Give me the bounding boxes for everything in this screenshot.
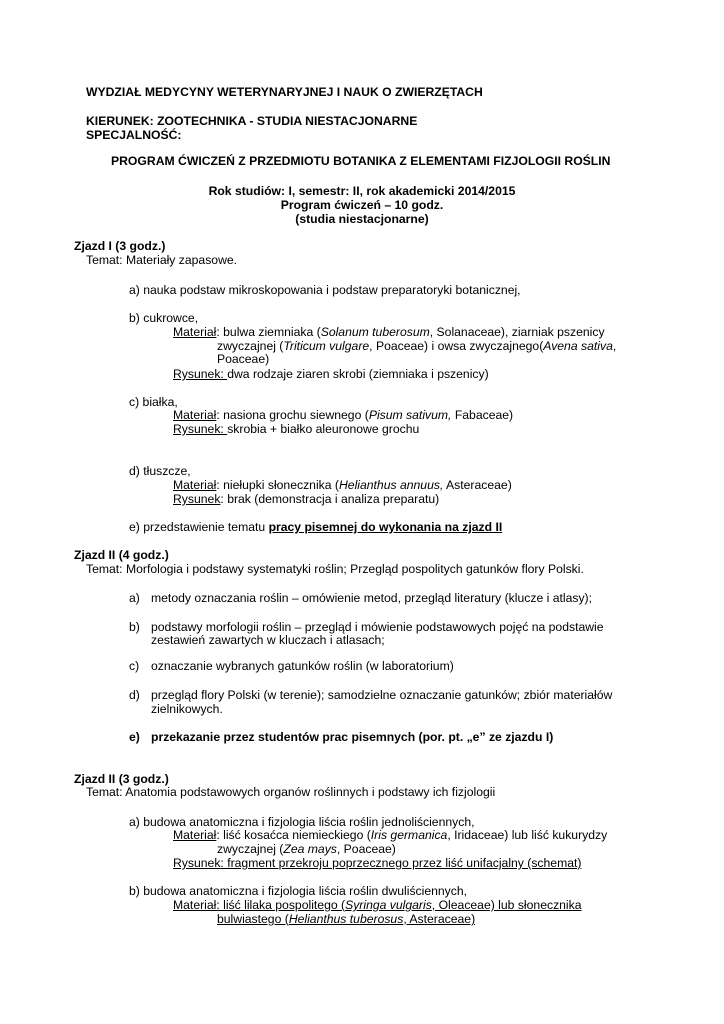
drawing-label: Rysunek bbox=[173, 492, 221, 506]
species-name: Syringa vulgaris bbox=[345, 898, 432, 912]
species-name: Helianthus annuus, bbox=[338, 478, 444, 492]
zjazd3-b-material-cont bbox=[217, 912, 475, 927]
text: : brak (demonstracja i analiza preparatu) bbox=[220, 492, 440, 506]
text: , bbox=[612, 339, 617, 353]
material-label: Materiał bbox=[173, 325, 217, 339]
text: Fabaceae) bbox=[451, 408, 514, 422]
zjazd3-heading: Zjazd II (3 godz.) bbox=[74, 772, 169, 786]
mode-line: (studia niestacjonarne) bbox=[295, 212, 429, 226]
faculty-heading: WYDZIAŁ MEDYCYNY WETERYNARYJNEJ I NAUK O ZWIERZĘTACH bbox=[86, 85, 483, 99]
zjazd1-item-a: a) nauka podstaw mikroskopowania i podstaw preparatoryki botanicznej, bbox=[129, 283, 521, 297]
text: : nasiona grochu siewnego ( bbox=[216, 408, 369, 422]
text: , Oleaceae) lub słonecznika bbox=[431, 898, 582, 912]
material-label: Materiał bbox=[173, 408, 217, 422]
material-label: Materiał bbox=[173, 898, 217, 912]
zjazd1-item-c: c) białka, bbox=[129, 395, 178, 409]
zjazd3-item-a: a) budowa anatomiczna i fizjologia liścia roślin jednoliściennych, bbox=[129, 815, 475, 829]
zjazd1-heading: Zjazd I (3 godz.) bbox=[74, 239, 166, 253]
zjazd3-a-drawing: Rysunek: fragment przekroju poprzecznego przez liść unifacjalny (schemat) bbox=[173, 856, 582, 870]
zjazd1-b-drawing bbox=[173, 367, 489, 382]
species-name: Solanum tuberosum bbox=[320, 325, 430, 339]
text: , Poaceae) i owsa zwyczajnego( bbox=[369, 339, 544, 353]
direction-heading: KIERUNEK: ZOOTECHNIKA - STUDIA NIESTACJONARNE bbox=[86, 114, 418, 128]
text: , Iridaceae) lub liść kukurydzy bbox=[447, 828, 608, 842]
zjazd1-c-material bbox=[173, 408, 513, 423]
zjazd1-c-drawing bbox=[173, 422, 419, 437]
zjazd3-item-b: b) budowa anatomiczna i fizjologia liścia roślin dwuliściennych, bbox=[129, 884, 468, 898]
text: e) przedstawienie tematu bbox=[129, 520, 269, 534]
zjazd1-b-material-cont bbox=[217, 339, 616, 354]
species-name: Triticum vulgare bbox=[283, 339, 370, 353]
zjazd2-d-text-cont: zielnikowych. bbox=[151, 702, 223, 716]
zjazd2-c-letter: c) bbox=[129, 659, 140, 673]
zjazd2-d-letter: d) bbox=[129, 688, 140, 702]
text: zwyczajnej ( bbox=[217, 339, 284, 353]
text: : bulwa ziemniaka ( bbox=[216, 325, 321, 339]
species-name: Zea mays bbox=[283, 842, 337, 856]
zjazd2-b-letter: b) bbox=[129, 620, 140, 634]
program-title: PROGRAM ĆWICZEŃ Z PRZEDMIOTU BOTANIKA Z ELEMENTAMI FIZJOLOGII ROŚLIN bbox=[111, 154, 611, 168]
text: : liść kosaćca niemieckiego ( bbox=[216, 828, 371, 842]
text: skrobia + białko aleuronowe grochu bbox=[227, 422, 420, 436]
zjazd2-b-text-cont: zestawień zawartych w kluczach i atlasach; bbox=[151, 633, 385, 647]
text: : niełupki słonecznika ( bbox=[216, 478, 339, 492]
zjazd1-item-d: d) tłuszcze, bbox=[129, 464, 191, 478]
zjazd1-topic: Temat: Materiały zapasowe. bbox=[86, 253, 238, 267]
zjazd2-d-text: przegląd flory Polski (w terenie); samodzielne oznaczanie gatunków; zbiór materiałów bbox=[151, 688, 613, 702]
zjazd1-d-material bbox=[173, 478, 512, 493]
zjazd3-topic: Temat: Anatomia podstawowych organów roślinnych i podstawy ich fizjologii bbox=[86, 785, 496, 799]
zjazd2-a-text: metody oznaczania roślin – omówienie metod, przegląd literatury (klucze i atlasy); bbox=[151, 591, 592, 605]
zjazd1-item-b: b) cukrowce, bbox=[129, 311, 199, 325]
zjazd3-a-material bbox=[173, 828, 607, 843]
zjazd2-e-text: przekazanie przez studentów prac pisemnych (por. pt. „e” ze zjazdu I) bbox=[151, 730, 554, 744]
text: bulwiastego ( bbox=[217, 912, 289, 926]
zjazd2-topic: Temat: Morfologia i podstawy systematyki roślin; Przegląd pospolitych gatunków flory Polski. bbox=[86, 562, 584, 576]
material-label: Materiał bbox=[173, 478, 217, 492]
drawing-label: Rysunek: bbox=[173, 422, 228, 436]
zjazd1-b-material-cont2: Poaceae) bbox=[217, 352, 270, 366]
species-name: Avena sativa bbox=[543, 339, 613, 353]
species-name: Helianthus tuberosus bbox=[288, 912, 404, 926]
zjazd2-e-letter: e) bbox=[129, 730, 140, 744]
drawing-label: Rysunek: bbox=[173, 367, 228, 381]
text: dwa rodzaje ziaren skrobi (ziemniaka i pszenicy) bbox=[227, 367, 489, 381]
hours-line: Program ćwiczeń – 10 godz. bbox=[280, 198, 444, 212]
specialty-heading: SPECJALNOŚĆ: bbox=[86, 128, 182, 142]
zjazd1-d-drawing bbox=[173, 492, 439, 507]
zjazd2-c-text: oznaczanie wybranych gatunków roślin (w laboratorium) bbox=[151, 659, 454, 673]
material-label: Materiał bbox=[173, 828, 217, 842]
year-line: Rok studiów: I, semestr: II, rok akademicki 2014/2015 bbox=[208, 184, 516, 198]
assignment-emphasis: pracy pisemnej do wykonania na zjazd II bbox=[268, 520, 503, 534]
species-name: Pisum sativum, bbox=[368, 408, 452, 422]
text: , Asteraceae) bbox=[403, 912, 476, 926]
zjazd2-heading: Zjazd II (4 godz.) bbox=[74, 548, 169, 562]
text: zwyczajnej ( bbox=[217, 842, 284, 856]
zjazd1-item-e bbox=[129, 520, 502, 535]
zjazd1-b-material bbox=[173, 325, 605, 340]
zjazd3-b-material bbox=[173, 898, 582, 913]
zjazd2-a-letter: a) bbox=[129, 591, 140, 605]
text: Asteraceae) bbox=[443, 478, 512, 492]
zjazd3-a-material-cont bbox=[217, 842, 396, 857]
text: , Solanaceae), ziarniak pszenicy bbox=[429, 325, 605, 339]
text: , Poaceae) bbox=[336, 842, 396, 856]
zjazd2-b-text: podstawy morfologii roślin – przegląd i mówienie podstawowych pojęć na podstawie bbox=[151, 620, 604, 634]
text: : liść lilaka pospolitego ( bbox=[216, 898, 346, 912]
species-name: Iris germanica bbox=[370, 828, 448, 842]
